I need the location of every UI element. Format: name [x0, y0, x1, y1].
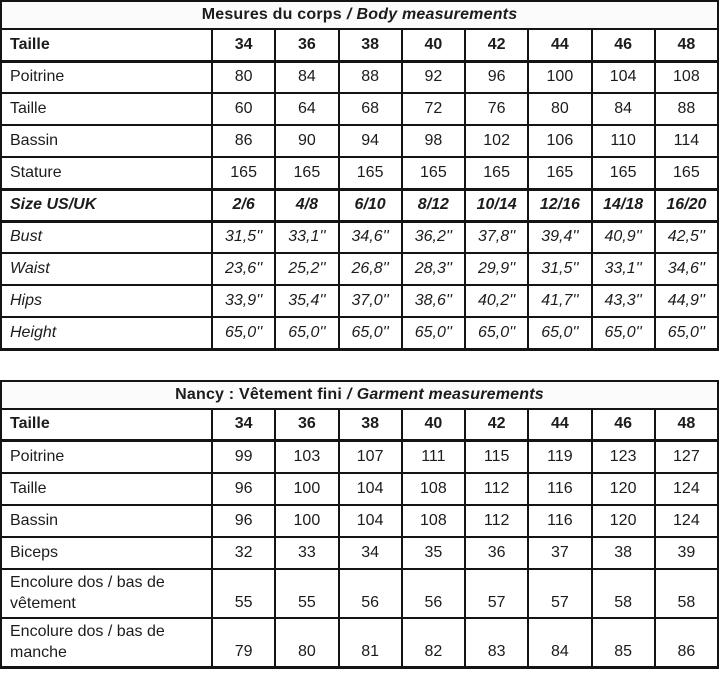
value-cell: 48: [655, 29, 718, 61]
value-cell: 40: [402, 409, 465, 441]
table-row: [1, 505, 718, 537]
value-cell: 86: [212, 125, 275, 157]
value-cell: 99: [212, 441, 275, 473]
value-cell: 26,8'': [339, 253, 402, 285]
value-cell: 68: [339, 93, 402, 125]
value-cell: 80: [528, 93, 591, 125]
value-cell: 84: [592, 93, 655, 125]
table-row: [1, 125, 718, 157]
value-cell: 40: [402, 29, 465, 61]
value-cell: 65,0'': [528, 317, 591, 349]
table-row: [1, 189, 718, 221]
value-cell: 165: [655, 157, 718, 189]
value-cell: 165: [592, 157, 655, 189]
row-label: Poitrine: [1, 441, 212, 473]
row-label: Taille: [1, 93, 212, 125]
value-cell: 65,0'': [275, 317, 338, 349]
table-row: [1, 441, 718, 473]
table-row: [1, 29, 718, 61]
value-cell: 127: [655, 441, 718, 473]
value-cell: 114: [655, 125, 718, 157]
value-cell: 88: [339, 61, 402, 93]
value-cell: 10/14: [465, 189, 528, 221]
value-cell: 56: [402, 569, 465, 618]
value-cell: 39: [655, 537, 718, 569]
value-cell: 33,9'': [212, 285, 275, 317]
value-cell: 165: [212, 157, 275, 189]
row-label: Poitrine: [1, 61, 212, 93]
value-cell: 41,7'': [528, 285, 591, 317]
value-cell: 124: [655, 505, 718, 537]
value-cell: 104: [339, 505, 402, 537]
table-row: [1, 409, 718, 441]
value-cell: 37,8'': [465, 221, 528, 253]
row-label: Taille: [1, 409, 212, 441]
value-cell: 32: [212, 537, 275, 569]
row-label: Bust: [1, 221, 212, 253]
table-title-translation: Garment measurements: [356, 385, 544, 403]
table-title: [1, 1, 718, 29]
value-cell: 119: [528, 441, 591, 473]
garment-measurements-table-section: [0, 380, 720, 669]
table-title-main: Mesures du corps: [201, 6, 342, 23]
value-cell: 57: [465, 569, 528, 618]
value-cell: 36: [465, 537, 528, 569]
value-cell: 112: [465, 505, 528, 537]
value-cell: 65,0'': [339, 317, 402, 349]
table-title-main: Nancy : Vêtement fini: [175, 385, 343, 403]
value-cell: 40,2'': [465, 285, 528, 317]
table-title: [1, 381, 718, 409]
value-cell: 2/6: [212, 189, 275, 221]
table-row: [1, 473, 718, 505]
value-cell: 165: [275, 157, 338, 189]
value-cell: 65,0'': [655, 317, 718, 349]
value-cell: 115: [465, 441, 528, 473]
value-cell: 116: [528, 473, 591, 505]
value-cell: 31,5'': [528, 253, 591, 285]
value-cell: 58: [655, 569, 718, 618]
value-cell: 40,9'': [592, 221, 655, 253]
value-cell: 65,0'': [402, 317, 465, 349]
value-cell: 65,0'': [212, 317, 275, 349]
value-cell: 100: [275, 473, 338, 505]
value-cell: 25,2'': [275, 253, 338, 285]
value-cell: 124: [655, 473, 718, 505]
value-cell: 120: [592, 473, 655, 505]
value-cell: 107: [339, 441, 402, 473]
value-cell: 43,3'': [592, 285, 655, 317]
value-cell: 34,6'': [339, 221, 402, 253]
value-cell: 8/12: [402, 189, 465, 221]
value-cell: 42,5'': [655, 221, 718, 253]
value-cell: 84: [528, 618, 591, 668]
value-cell: 34,6'': [655, 253, 718, 285]
value-cell: 108: [655, 61, 718, 93]
value-cell: 100: [275, 505, 338, 537]
table-title-translation: Body measurements: [356, 6, 518, 23]
value-cell: 28,3'': [402, 253, 465, 285]
value-cell: 55: [275, 569, 338, 618]
table-row: [1, 93, 718, 125]
table-row: [1, 537, 718, 569]
table-row: [1, 569, 718, 618]
value-cell: 165: [465, 157, 528, 189]
value-cell: 37,0'': [339, 285, 402, 317]
value-cell: 165: [528, 157, 591, 189]
value-cell: 31,5'': [212, 221, 275, 253]
table-title-separator: /: [347, 385, 352, 403]
table-gap: [0, 351, 720, 380]
table-title-separator: /: [346, 6, 352, 23]
value-cell: 84: [275, 61, 338, 93]
value-cell: 65,0'': [465, 317, 528, 349]
value-cell: 88: [655, 93, 718, 125]
value-cell: 39,4'': [528, 221, 591, 253]
value-cell: 38: [592, 537, 655, 569]
row-label: Biceps: [1, 537, 212, 569]
value-cell: 56: [339, 569, 402, 618]
table-title-row: [1, 1, 718, 29]
value-cell: 36: [275, 29, 338, 61]
value-cell: 85: [592, 618, 655, 668]
value-cell: 48: [655, 409, 718, 441]
value-cell: 123: [592, 441, 655, 473]
value-cell: 86: [655, 618, 718, 668]
row-label: Bassin: [1, 505, 212, 537]
value-cell: 36: [275, 409, 338, 441]
value-cell: 104: [592, 61, 655, 93]
value-cell: 65,0'': [592, 317, 655, 349]
value-cell: 12/16: [528, 189, 591, 221]
value-cell: 38: [339, 29, 402, 61]
value-cell: 34: [212, 409, 275, 441]
value-cell: 120: [592, 505, 655, 537]
value-cell: 64: [275, 93, 338, 125]
value-cell: 83: [465, 618, 528, 668]
table-row: [1, 157, 718, 189]
value-cell: 44,9'': [655, 285, 718, 317]
value-cell: 37: [528, 537, 591, 569]
table-row: [1, 618, 718, 668]
row-label: Taille: [1, 473, 212, 505]
value-cell: 82: [402, 618, 465, 668]
row-label: Stature: [1, 157, 212, 189]
value-cell: 94: [339, 125, 402, 157]
value-cell: 100: [528, 61, 591, 93]
value-cell: 44: [528, 409, 591, 441]
value-cell: 60: [212, 93, 275, 125]
value-cell: 81: [339, 618, 402, 668]
value-cell: 103: [275, 441, 338, 473]
value-cell: 79: [212, 618, 275, 668]
value-cell: 16/20: [655, 189, 718, 221]
row-label: Height: [1, 317, 212, 349]
row-label: Taille: [1, 29, 212, 61]
value-cell: 108: [402, 505, 465, 537]
value-cell: 42: [465, 29, 528, 61]
value-cell: 165: [402, 157, 465, 189]
value-cell: 46: [592, 409, 655, 441]
value-cell: 96: [212, 473, 275, 505]
row-label: Size US/UK: [1, 189, 212, 221]
value-cell: 111: [402, 441, 465, 473]
value-cell: 106: [528, 125, 591, 157]
value-cell: 102: [465, 125, 528, 157]
row-label: Bassin: [1, 125, 212, 157]
value-cell: 80: [275, 618, 338, 668]
value-cell: 34: [339, 537, 402, 569]
value-cell: 34: [212, 29, 275, 61]
value-cell: 98: [402, 125, 465, 157]
value-cell: 96: [212, 505, 275, 537]
value-cell: 110: [592, 125, 655, 157]
value-cell: 46: [592, 29, 655, 61]
table-title-row: [1, 381, 718, 409]
table-row: [1, 317, 718, 349]
value-cell: 44: [528, 29, 591, 61]
value-cell: 72: [402, 93, 465, 125]
value-cell: 35,4'': [275, 285, 338, 317]
value-cell: 57: [528, 569, 591, 618]
value-cell: 35: [402, 537, 465, 569]
value-cell: 116: [528, 505, 591, 537]
value-cell: 112: [465, 473, 528, 505]
value-cell: 36,2'': [402, 221, 465, 253]
value-cell: 38,6'': [402, 285, 465, 317]
value-cell: 165: [339, 157, 402, 189]
value-cell: 6/10: [339, 189, 402, 221]
value-cell: 104: [339, 473, 402, 505]
row-label: Hips: [1, 285, 212, 317]
value-cell: 33: [275, 537, 338, 569]
value-cell: 33,1'': [592, 253, 655, 285]
row-label: Encolure dos / bas de vêtement: [1, 569, 212, 618]
value-cell: 29,9'': [465, 253, 528, 285]
value-cell: 23,6'': [212, 253, 275, 285]
value-cell: 76: [465, 93, 528, 125]
table-row: [1, 221, 718, 253]
row-label: Encolure dos / bas de manche: [1, 618, 212, 668]
value-cell: 80: [212, 61, 275, 93]
row-label: Waist: [1, 253, 212, 285]
value-cell: 55: [212, 569, 275, 618]
value-cell: 4/8: [275, 189, 338, 221]
table-row: [1, 285, 718, 317]
value-cell: 58: [592, 569, 655, 618]
value-cell: 33,1'': [275, 221, 338, 253]
value-cell: 108: [402, 473, 465, 505]
value-cell: 14/18: [592, 189, 655, 221]
value-cell: 92: [402, 61, 465, 93]
garment-measurements-table: [0, 380, 719, 669]
value-cell: 42: [465, 409, 528, 441]
table-row: [1, 61, 718, 93]
value-cell: 96: [465, 61, 528, 93]
table-row: [1, 253, 718, 285]
value-cell: 90: [275, 125, 338, 157]
value-cell: 38: [339, 409, 402, 441]
